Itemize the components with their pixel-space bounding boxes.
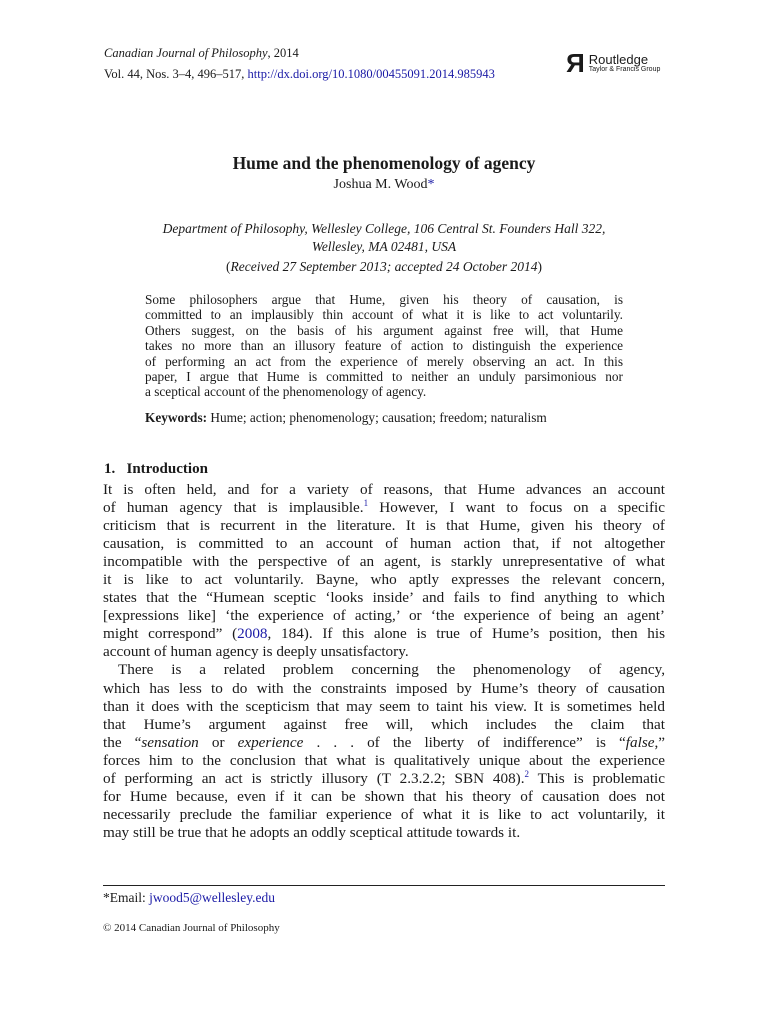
emphasis: sensation — [141, 733, 199, 751]
paren: ) — [537, 259, 542, 274]
text-run: for Hume because, even if it can be shown that his theory of causation does not — [103, 787, 665, 805]
footnote-ref[interactable]: 1 — [363, 497, 369, 508]
text-line — [103, 553, 665, 571]
text-line — [103, 734, 665, 752]
paragraph — [103, 661, 665, 841]
doi-link[interactable]: http://dx.doi.org/10.1080/00455091.2014.985943 — [247, 67, 495, 81]
journal-line — [104, 46, 299, 61]
text-line — [103, 643, 665, 661]
keywords — [145, 410, 547, 426]
text-run: than it does with the scepticism that may seem to taint his view. It is sometimes held — [103, 697, 665, 715]
text-run: it is like to act voluntarily. Bayne, who aptly expresses the relevant concern, — [103, 571, 665, 589]
text-line — [103, 571, 665, 589]
body-text — [103, 481, 665, 842]
text-line — [103, 535, 665, 553]
text-run: ,” — [654, 733, 666, 751]
journal-year: , 2014 — [267, 46, 299, 60]
text-line — [103, 770, 665, 788]
citation-link[interactable]: 2008 — [237, 625, 268, 643]
text-run: states that the “Humean sceptic ‘looks inside’ and fails to find anything to which — [103, 589, 665, 607]
text-line — [103, 625, 665, 643]
text-line — [103, 716, 665, 734]
text-run: forces him to the conclusion that what is qualitatively unique about the experience — [103, 751, 665, 769]
text-line — [145, 354, 623, 369]
affiliation-line: Wellesley, MA 02481, USA — [311, 239, 457, 254]
text-line — [103, 589, 665, 607]
paper-title: Hume and the phenomenology of agency — [232, 153, 536, 173]
footnote-divider — [103, 885, 665, 886]
footnote-email — [103, 890, 275, 906]
text-run: . . . of the liberty of indifference” is “ — [303, 733, 626, 751]
text-run: may still be true that he adopts an oddly sceptical attitude towards it. — [103, 823, 521, 841]
author-name: Joshua M. Wood — [333, 177, 428, 192]
publisher-sub: Taylor & Francis Group — [588, 66, 661, 73]
text-line — [103, 752, 665, 770]
text-line — [103, 607, 665, 625]
section-heading: 1. Introduction — [104, 461, 208, 477]
text-line — [103, 499, 665, 517]
text-line — [103, 698, 665, 716]
affiliation-line: Department of Philosophy, Wellesley College, 106 Central St. Founders Hall 322, — [162, 221, 606, 236]
text-line — [145, 292, 623, 307]
text-line — [103, 680, 665, 698]
text-line — [145, 323, 623, 338]
text-run: might correspond” ( — [103, 625, 238, 643]
publisher-logo — [566, 50, 660, 76]
text-run: Some philosophers argue that Hume, given his theory of causation, is — [145, 292, 623, 307]
text-run: However, I want to focus on a specific — [368, 499, 665, 517]
text-run: [expressions like] ‘the experience of acting,’ or ‘the experience of being an agent’ — [103, 607, 665, 625]
text-run: of human agency that is implausible. — [103, 499, 364, 517]
text-run: There is a related problem concerning the phenomenology of agency, — [118, 661, 665, 679]
abstract — [145, 292, 623, 400]
text-line — [103, 788, 665, 806]
affiliation — [0, 220, 768, 256]
text-run: or — [198, 733, 238, 751]
text-run: that Hume’s argument against free will, which includes the claim that — [103, 715, 665, 733]
routledge-r-icon: R — [566, 48, 585, 78]
text-run: causation, is committed to an account of human action that, if not altogether — [103, 535, 665, 553]
text-line — [145, 369, 623, 384]
text-run: takes no more than an illusory feature of action to distinguish the experience — [145, 338, 623, 354]
volume-info: Vol. 44, Nos. 3–4, 496–517, — [104, 67, 248, 81]
journal-name: Canadian Journal of Philosophy — [104, 46, 268, 60]
email-link[interactable]: jwood5@wellesley.edu — [149, 890, 276, 905]
text-run: , 184). If this alone is true of Hume’s position, then his — [267, 625, 665, 643]
text-run: of performing an act from the experience of merely observing an act. In this — [145, 353, 623, 369]
text-run: a sceptical account of the phenomenology of agency. — [145, 384, 427, 400]
author-footnote-link[interactable]: * — [427, 177, 435, 192]
text-line — [103, 806, 665, 824]
received-text: Received 27 September 2013; accepted 24 October 2014 — [230, 259, 538, 274]
text-run: committed to an implausibly thin account of what it is like to act voluntarily. — [145, 307, 623, 323]
text-line — [145, 307, 623, 322]
publisher-name: Routledge — [588, 52, 649, 67]
paragraph — [103, 481, 665, 661]
email-label: *Email: — [103, 890, 150, 905]
text-run: necessarily preclude the familiar experience of what it is like to act voluntarily, it — [103, 805, 665, 823]
volume-line — [104, 67, 495, 82]
copyright: © 2014 Canadian Journal of Philosophy — [103, 922, 280, 934]
emphasis: false — [625, 733, 655, 751]
emphasis: experience — [237, 733, 304, 751]
text-run: which has less to do with the constraints imposed by Hume’s theory of causation — [103, 679, 665, 697]
text-run: It is often held, and for a variety of reasons, that Hume advances an account — [103, 481, 665, 498]
text-run: criticism that is recurrent in the literature. It is that Hume, given his theory of — [103, 517, 665, 535]
text-line — [145, 384, 623, 399]
text-line — [145, 338, 623, 353]
text-run: incompatible with the perspective of an agent, is starkly unrepresentative of what — [103, 553, 665, 571]
keywords-label: Keywords: — [145, 410, 208, 425]
text-run: This is problematic — [529, 769, 666, 787]
text-run: Others suggest, on the basis of his argument against free will, that Hume — [145, 322, 623, 338]
text-run: account of human agency is deeply unsatisfactory. — [103, 643, 409, 661]
received-dates — [0, 259, 768, 275]
text-run: the “ — [103, 733, 142, 751]
footnote-ref[interactable]: 2 — [524, 768, 530, 779]
text-line — [103, 661, 665, 679]
text-run: paper, I argue that Hume is committed to neither an unduly parsimonious nor — [145, 369, 623, 385]
text-line — [103, 481, 665, 499]
paren: ( — [225, 259, 231, 274]
text-line — [103, 517, 665, 535]
text-run: of performing an act is strictly illusory (T 2.3.2.2; SBN 408). — [103, 769, 525, 787]
text-line — [103, 824, 665, 842]
keywords-text: Hume; action; phenomenology; causation; freedom; naturalism — [207, 410, 547, 425]
author — [0, 177, 768, 193]
